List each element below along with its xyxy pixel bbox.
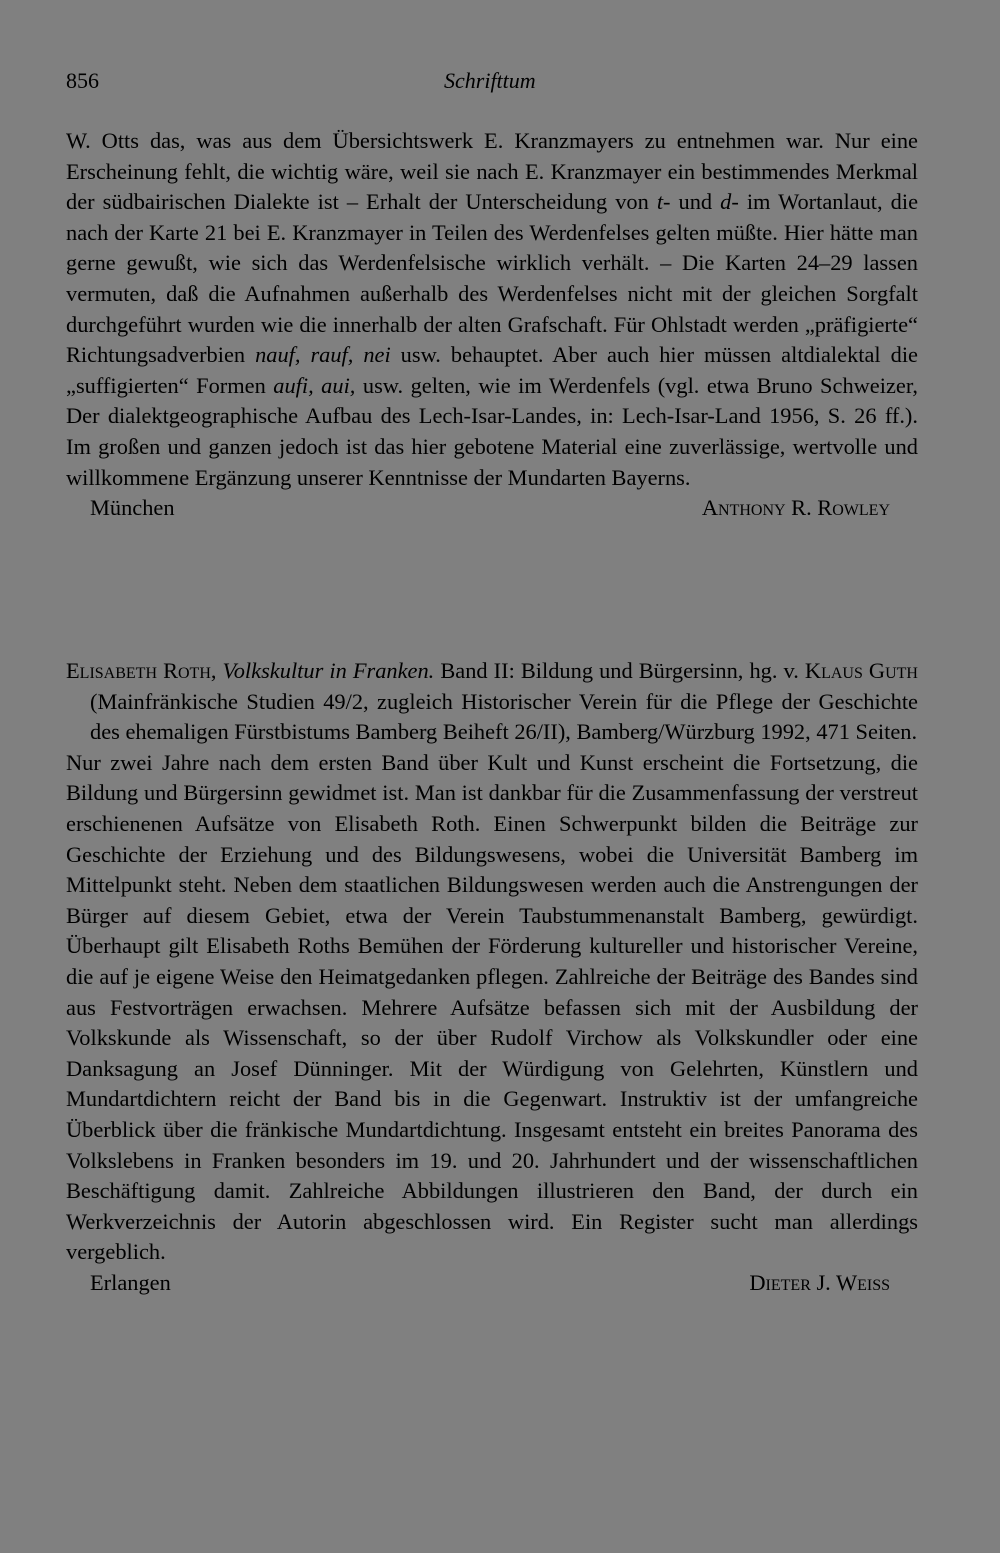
review-weiss xyxy=(66,656,918,1298)
bibliographic-citation: Elisabeth Roth, Volkskultur in Franken. Band II: Bildung und Bürgersinn, hg. v. Klaus Guth (Mainfränkische Studien 49/2, zugleich Historischer Verein für die Pflege der Geschichte des ehemaligen Fürstbistums Bamberg Beiheft 26/II), Bamberg/Würzburg 1992, 471 Seiten. xyxy=(66,658,918,745)
review-body: Nur zwei Jahre nach dem ersten Band über Kult und Kunst erscheint die Fortsetzung, die Bildung und Bürgersinn gewidmet ist. Man ist dankbar für die Zusammenfassung der verstreut erschienenen Aufsätze von Elisabeth Roth. Einen Schwerpunkt bilden die Beiträge zur Geschichte der Erziehung und des Bildungswesens, wobei die Universität Bamberg im Mittelpunkt steht. Neben dem staatlichen Bildungswesen werden auch die Anstrengungen der Bürger auf diesem Gebiet, etwa der Verein Taubstummenanstalt Bamberg, gewürdigt. Überhaupt gilt Elisabeth Roths Bemühen der Förderung kultureller und historischer Vereine, die auf je eigene Weise den Heimatgedanken pflegen. Zahlreiche der Beiträge des Bandes sind aus Festvorträgen erwachsen. Mehrere Aufsätze befassen sich mit der Ausbildung der Volkskunde als Wissenschaft, so der über Rudolf Virchow als Volkskundler oder eine Danksagung an Josef Dünninger. Mit der Würdigung von Gelehrten, Künstlern und Mundartdichtern reicht der Band bis in die Gegenwart. Instruktiv ist der umfangreiche Überblick über die fränkische Mundartdichtung. Insgesamt entsteht ein breites Panorama des Volkslebens in Franken besonders im 19. und 20. Jahrhundert und der wissenschaftlichen Beschäftigung damit. Zahlreiche Abbildungen illustrieren den Band, der durch ein Werkverzeichnis der Autorin abgeschlossen wird. Ein Register sucht man allerdings vergeblich. xyxy=(66,749,918,1265)
reviewer-place: Erlangen xyxy=(90,1269,171,1295)
book-author: Elisabeth Roth, xyxy=(66,658,217,683)
reviewer-name: Dieter J. Weiss xyxy=(749,1269,890,1295)
page-number: 856 xyxy=(66,68,99,93)
book-editor: Klaus Guth xyxy=(804,658,918,683)
reviewer-place: München xyxy=(90,495,175,521)
review-body: W. Otts das, was aus dem Übersichtswerk E. Kranzmayers zu entnehmen war. Nur eine Erscheinung fehlt, die wichtig wäre, weil sie nach E. Kranzmayer ein bestimmendes Merkmal der südbairischen Dialekte ist – Erhalt der Unterscheidung von t- und d- im Wortanlaut, die nach der Karte 21 bei E. Kranzmayer in Teilen des Werdenfelses gelten müßte. Hier hätte man gerne gewußt, wie sich das Werdenfelsische wirklich verhält. – Die Karten 24–29 lassen vermuten, daß die Aufnahmen außerhalb des Werdenfelses nicht mit der gleichen Sorgfalt durchgeführt wurden wie die innerhalb der alten Grafschaft. Für Ohlstadt werden „präfigierte“ Richtungsadverbien nauf, rauf, nei usw. behauptet. Aber auch hier müssen altdialektal die „suffigierten“ Formen aufi, aui, usw. gelten, wie im Werdenfels (vgl. etwa Bruno Schweizer, Der dialektgeographische Aufbau des Lech-Isar-Landes, in: Lech-Isar-Land 1956, S. 26 ff.). Im großen und ganzen jedoch ist das hier gebotene Material eine zuverlässige, wertvolle und willkommene Ergänzung unserer Kenntnisse der Mundarten Bayerns. xyxy=(66,128,919,490)
review-signature xyxy=(66,493,918,524)
reviewer-name: Anthony R. Rowley xyxy=(701,495,890,521)
running-title: Schrifttum xyxy=(444,68,536,93)
review-signature xyxy=(66,1268,918,1299)
book-title: Volkskultur in Franken. xyxy=(222,658,435,683)
page-header xyxy=(66,68,916,98)
review-rowley xyxy=(66,126,918,524)
